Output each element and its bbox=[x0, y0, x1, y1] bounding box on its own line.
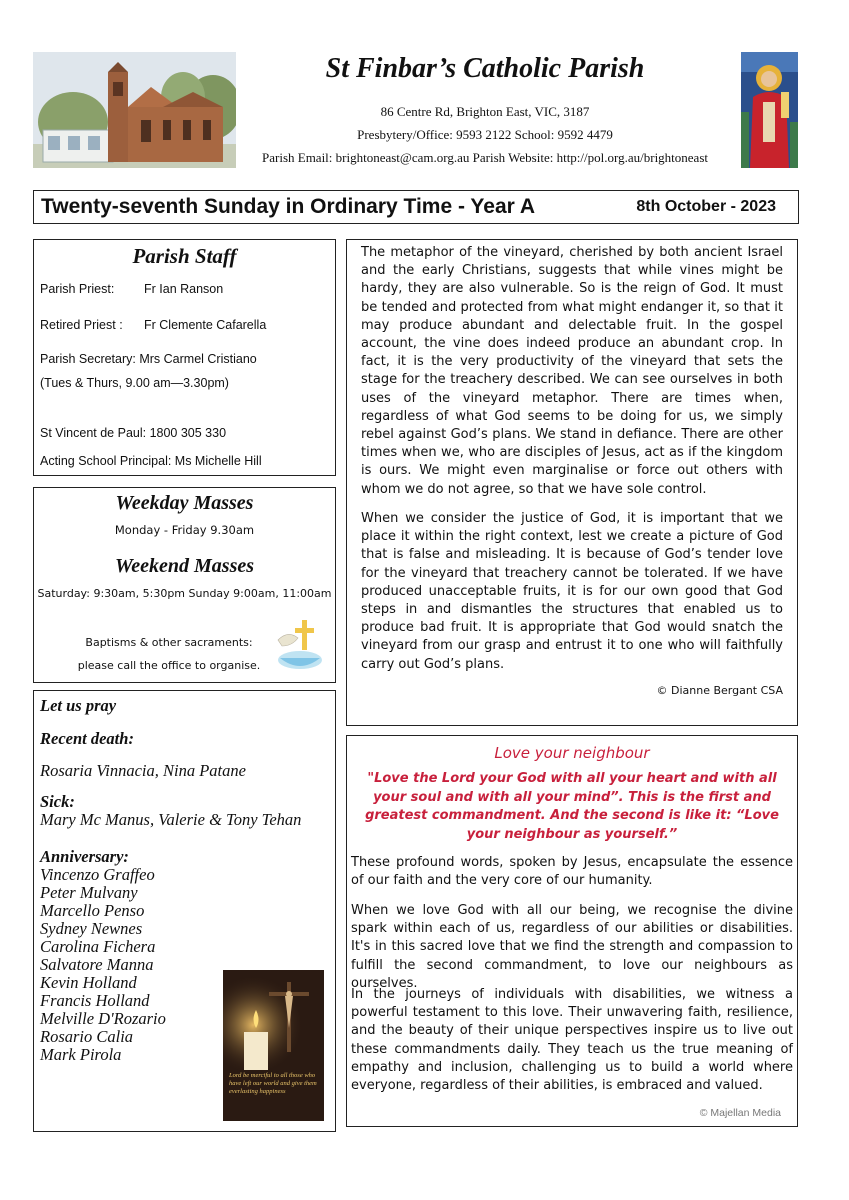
reflection-credit: © Dianne Bergant CSA bbox=[656, 684, 783, 697]
anniversary-name: Melville D'Rozario bbox=[40, 1009, 166, 1028]
sick-label: Sick: bbox=[40, 792, 75, 811]
reflection-box bbox=[346, 239, 798, 726]
sunday-title: Twenty-seventh Sunday in Ordinary Time - Year A bbox=[41, 195, 536, 218]
love-neighbour-box bbox=[346, 735, 798, 1127]
card-text: Lord be merciful to all those who have left our world and give them everlasting happiness bbox=[229, 1072, 317, 1095]
anniversary-name: Carolina Fichera bbox=[40, 937, 156, 956]
reflection-para-2: When we consider the justice of God, it is important that we place it within the right context, lest we create a picture of God that is false and misleading. It is because of God’s tender love for the vineyard that treachery cannot be tolerated. If we have produced unacceptable fruits, it is for our own good that God steps in and dismantles the structures that enabled us to produce bad fruit. It is appropriate that God would snatch the vineyard from our grasp and entrust it to one who will faithfully carry out God’s plans. bbox=[361, 511, 783, 672]
weekday-times: Monday - Friday 9.30am bbox=[114, 523, 255, 537]
anniversary-name: Marcello Penso bbox=[40, 901, 145, 920]
sacraments-line-2: please call the office to organise. bbox=[77, 659, 261, 672]
parish-title: St Finbar’s Catholic Parish bbox=[325, 53, 645, 84]
sunday-title-bar bbox=[33, 190, 799, 224]
recent-death-names: Rosaria Vinnacia, Nina Patane bbox=[40, 761, 246, 780]
anniversary-name: Vincenzo Graffeo bbox=[40, 865, 155, 884]
weekend-masses-heading: Weekend Masses bbox=[114, 555, 255, 577]
love-para-1: These profound words, spoken by Jesus, encapsulate the essence of our faith and the very core of our humanity. bbox=[351, 855, 793, 889]
reflection-para-1: The metaphor of the vineyard, cherished by both ancient Israel and the early Christians, suggests that while vines might be hardy, they are also vulnerable. So is the reign of God. It must be tended and protected from what might endanger it, so that it may produce abundant and delectable fruit. In the gospel account, the vine does indeed produce an abundant crop. In fact, it is the very productivity of the vineyard that sets the stage for the treachery described. We can see ourselves in both uses of the vineyard metaphor. There are times when, regardless of what God seems to be doing for us, we simply rebel against God’s plans. We stand in defiance. There are other times when we, who are disciples of Jesus, act as if the kingdom is ours. We might even marginalise or force out others with whom we do not agree, so that we have sole control. bbox=[361, 245, 783, 497]
let-us-pray-box bbox=[33, 690, 336, 1132]
love-para-2: When we love God with all our being, we recognise the divine spark within each of us, regardless of our abilities or disabilities. It's in this sacred love that we find the strength and compassion to fulfill the second commandment, to love our neighbours as ourselves. bbox=[351, 903, 793, 991]
church-illustration bbox=[33, 52, 236, 168]
masses-box bbox=[33, 487, 336, 683]
anniversary-name: Rosario Calia bbox=[40, 1027, 134, 1046]
parish-address: 86 Centre Rd, Brighton East, VIC, 3187 bbox=[380, 104, 590, 119]
parish-staff-box bbox=[33, 239, 336, 476]
pray-heading: Let us pray bbox=[40, 696, 117, 715]
parish-phones: Presbytery/Office: 9593 2122 School: 9592 4479 bbox=[357, 127, 613, 142]
anniversary-list bbox=[40, 866, 166, 1064]
secretary-hours: (Tues & Thurs, 9.00 am—3.30pm) bbox=[40, 376, 229, 390]
weekday-masses-heading: Weekday Masses bbox=[115, 492, 254, 514]
anniversary-name: Mark Pirola bbox=[40, 1045, 122, 1064]
anniversary-name: Salvatore Manna bbox=[40, 955, 154, 974]
anniversary-name: Kevin Holland bbox=[40, 973, 137, 992]
svdp-line: St Vincent de Paul: 1800 305 330 bbox=[40, 426, 227, 440]
anniversary-name: Sydney Newnes bbox=[40, 919, 143, 938]
love-heading: Love your neighbour bbox=[494, 744, 650, 762]
love-quote: "Love the Lord your God with all your heart and with all your soul and with all your mind”. This is the first and greatest commandment. And the second is like it: “Love your neighbour as yourself.” bbox=[365, 771, 779, 842]
sunday-date: 8th October - 2023 bbox=[636, 198, 776, 215]
parish-contact: Parish Email: brightoneast@cam.org.au Parish Website: http://pol.org.au/brightoneast bbox=[262, 150, 708, 165]
retired-name: Fr Clemente Cafarella bbox=[144, 318, 267, 332]
priest-label: Parish Priest: bbox=[40, 282, 115, 296]
retired-label: Retired Priest : bbox=[40, 318, 123, 332]
priest-name: Fr Ian Ranson bbox=[144, 282, 224, 296]
sick-names: Mary Mc Manus, Valerie & Tony Tehan bbox=[40, 810, 302, 829]
love-credit: © Majellan Media bbox=[699, 1107, 781, 1119]
candle-crucifix-card bbox=[223, 970, 324, 1121]
dove-cross-icon bbox=[274, 616, 326, 674]
anniversary-name: Francis Holland bbox=[40, 991, 150, 1010]
recent-death-label: Recent death: bbox=[40, 729, 134, 748]
anniversary-label: Anniversary: bbox=[40, 847, 129, 866]
priest-line bbox=[40, 282, 224, 296]
parish-staff-heading: Parish Staff bbox=[132, 244, 237, 268]
stained-glass-saint bbox=[741, 52, 798, 168]
anniversary-name: Peter Mulvany bbox=[40, 883, 138, 902]
weekend-times: Saturday: 9:30am, 5:30pm Sunday 9:00am, 11:00am bbox=[37, 587, 332, 600]
love-para-3: In the journeys of individuals with disabilities, we witness a powerful testament to this love. Their unwavering faith, resilience, and the beauty of their unique perspectives inspire us to live out these commandments daily. They teach us the true meaning of empathy and inclusion, challenging us to build a world where everyone, regardless of their abilities, is embraced and valued. bbox=[351, 987, 793, 1094]
principal-line: Acting School Principal: Ms Michelle Hill bbox=[40, 454, 262, 468]
secretary-line: Parish Secretary: Mrs Carmel Cristiano bbox=[40, 352, 257, 366]
retired-line bbox=[40, 318, 267, 332]
sacraments-line-1: Baptisms & other sacraments: bbox=[85, 636, 253, 649]
